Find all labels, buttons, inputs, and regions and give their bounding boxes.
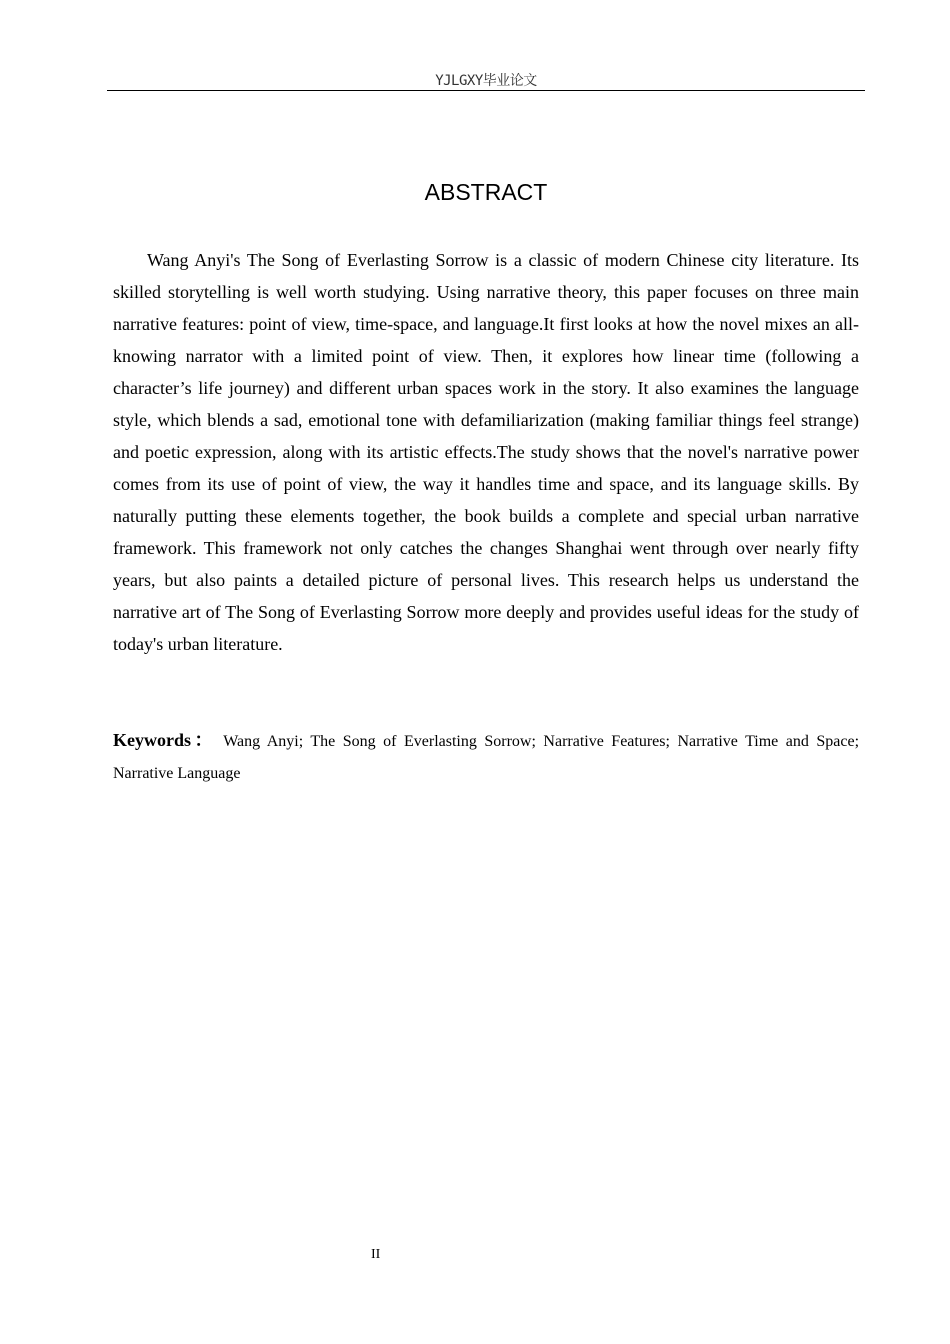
header-rule [107,90,865,91]
abstract-body: Wang Anyi's The Song of Everlasting Sorrow is a classic of modern Chinese city literature. Its skilled storytelling is well worth studying. Using narrative theory, this paper focuses on three main narrative features: point of view, time-space, and language.It first looks at how the novel mixes an all-knowing narrator with a limited point of view. Then, it explores how linear time (following a character’s life journey) and different urban spaces work in the story. It also examines the language style, which blends a sad, emotional tone with defamiliarization (making familiar things feel strange) and poetic expression, along with its artistic effects.The study shows that the novel's narrative power comes from its use of point of view, the way it handles time and space, and its language skills. By naturally putting these elements together, the book builds a complete and special urban narrative framework. This framework not only catches the changes Shanghai went through over nearly fifty years, but also paints a detailed picture of personal lives. This research helps us understand the narrative art of The Song of Everlasting Sorrow more deeply and provides useful ideas for the study of today's urban literature. [113,250,859,654]
keywords-paragraph [113,724,859,790]
page-number: II [371,1247,381,1262]
running-header: YJLGXY毕业论文 [435,73,537,89]
keywords-label: Keywords： [113,730,216,750]
abstract-title: ABSTRACT [424,179,548,205]
keywords-list: Wang Anyi; The Song of Everlasting Sorrow; Narrative Features; Narrative Time and Space; Narrative Language [113,733,860,782]
